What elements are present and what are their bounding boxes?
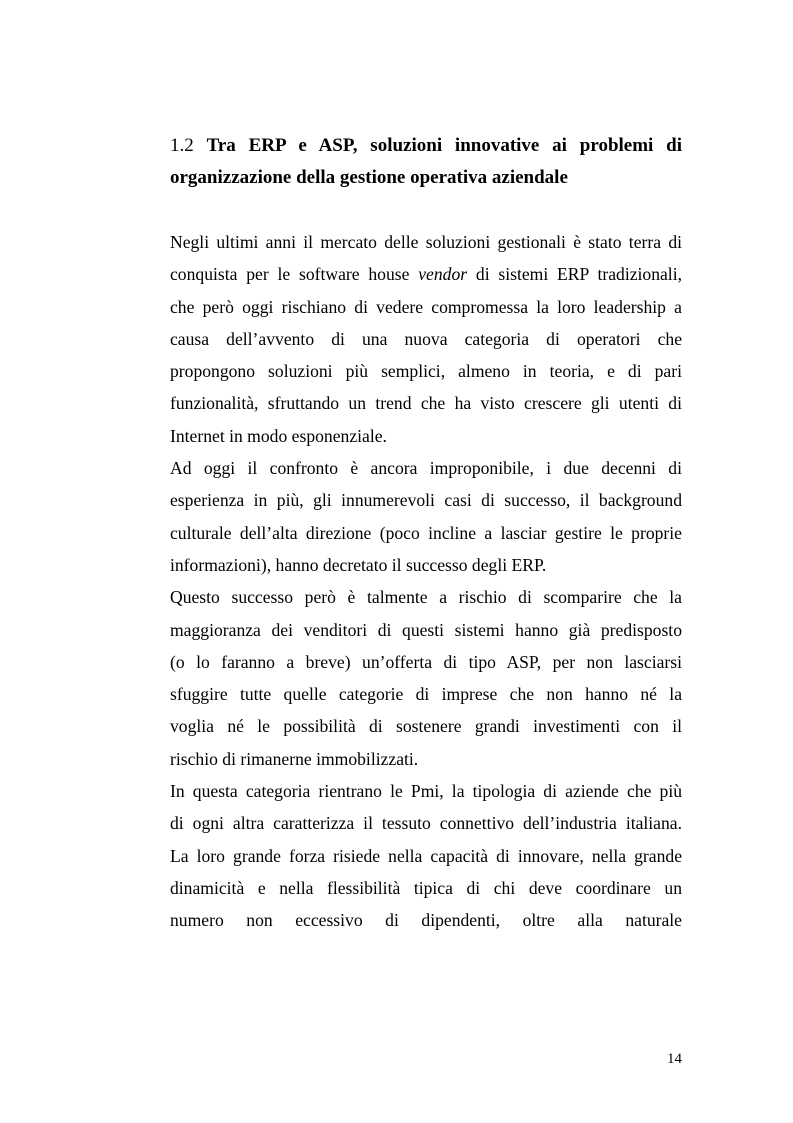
text-line: voglia né le possibilità di sostenere grandi investimenti con il xyxy=(170,716,682,737)
section-heading xyxy=(170,130,682,194)
text-line: funzionalità, sfruttando un trend che ha visto crescere gli utenti di xyxy=(170,393,682,414)
text-line: propongono soluzioni più semplici, almeno in teoria, e di pari xyxy=(170,361,682,382)
text-line: esperienza in più, gli innumerevoli casi di successo, il background xyxy=(170,490,682,511)
heading-line-1 xyxy=(170,130,682,162)
text-line: (o lo faranno a breve) un’offerta di tipo ASP, per non lasciarsi xyxy=(170,651,682,672)
text-line: sfuggire tutte quelle categorie di imprese che non hanno né la xyxy=(170,684,682,705)
page-number: 14 xyxy=(667,1051,682,1067)
text-line: informazioni), hanno decretato il successo degli ERP. xyxy=(170,554,547,575)
section-number: 1.2 xyxy=(170,135,194,156)
text-line: culturale dell’alta direzione (poco incline a lasciar gestire le proprie xyxy=(170,522,682,543)
text-line: Questo successo però è talmente a rischio di scomparire che la xyxy=(170,587,682,608)
body-text xyxy=(170,226,682,937)
text-line: che però oggi rischiano di vedere compromessa la loro leadership a xyxy=(170,296,682,317)
text-line: numero non eccessivo di dipendenti, oltre alla naturale xyxy=(170,910,682,931)
text-line: Internet in modo esponenziale. xyxy=(170,425,387,446)
text-line: rischio di rimanerne immobilizzati. xyxy=(170,748,419,769)
text-line: maggioranza dei venditori di questi sistemi hanno già predisposto xyxy=(170,619,682,640)
emphasis-vendor: vendor xyxy=(418,264,468,285)
section-title-part-2: organizzazione della gestione operativa aziendale xyxy=(170,167,568,188)
text-fragment: conquista per le software house xyxy=(170,264,410,285)
section-title-part-1: Tra ERP e ASP, soluzioni innovative ai problemi di xyxy=(206,135,682,156)
text-line: Negli ultimi anni il mercato delle soluzioni gestionali è stato terra di xyxy=(170,232,682,252)
text-line: causa dell’avvento di una nuova categoria di operatori che xyxy=(170,328,682,349)
text-fragment: di sistemi ERP tradizionali, xyxy=(475,264,682,285)
text-line: Ad oggi il confronto è ancora improponibile, i due decenni di xyxy=(170,458,682,479)
text-line xyxy=(170,258,682,290)
text-line: La loro grande forza risiede nella capacità di innovare, nella grande xyxy=(170,845,682,866)
text-line: dinamicità e nella flessibilità tipica di chi deve coordinare un xyxy=(170,877,682,898)
text-line: di ogni altra caratterizza il tessuto connettivo dell’industria italiana. xyxy=(170,813,682,834)
text-line: In questa categoria rientrano le Pmi, la tipologia di aziende che più xyxy=(170,781,682,802)
